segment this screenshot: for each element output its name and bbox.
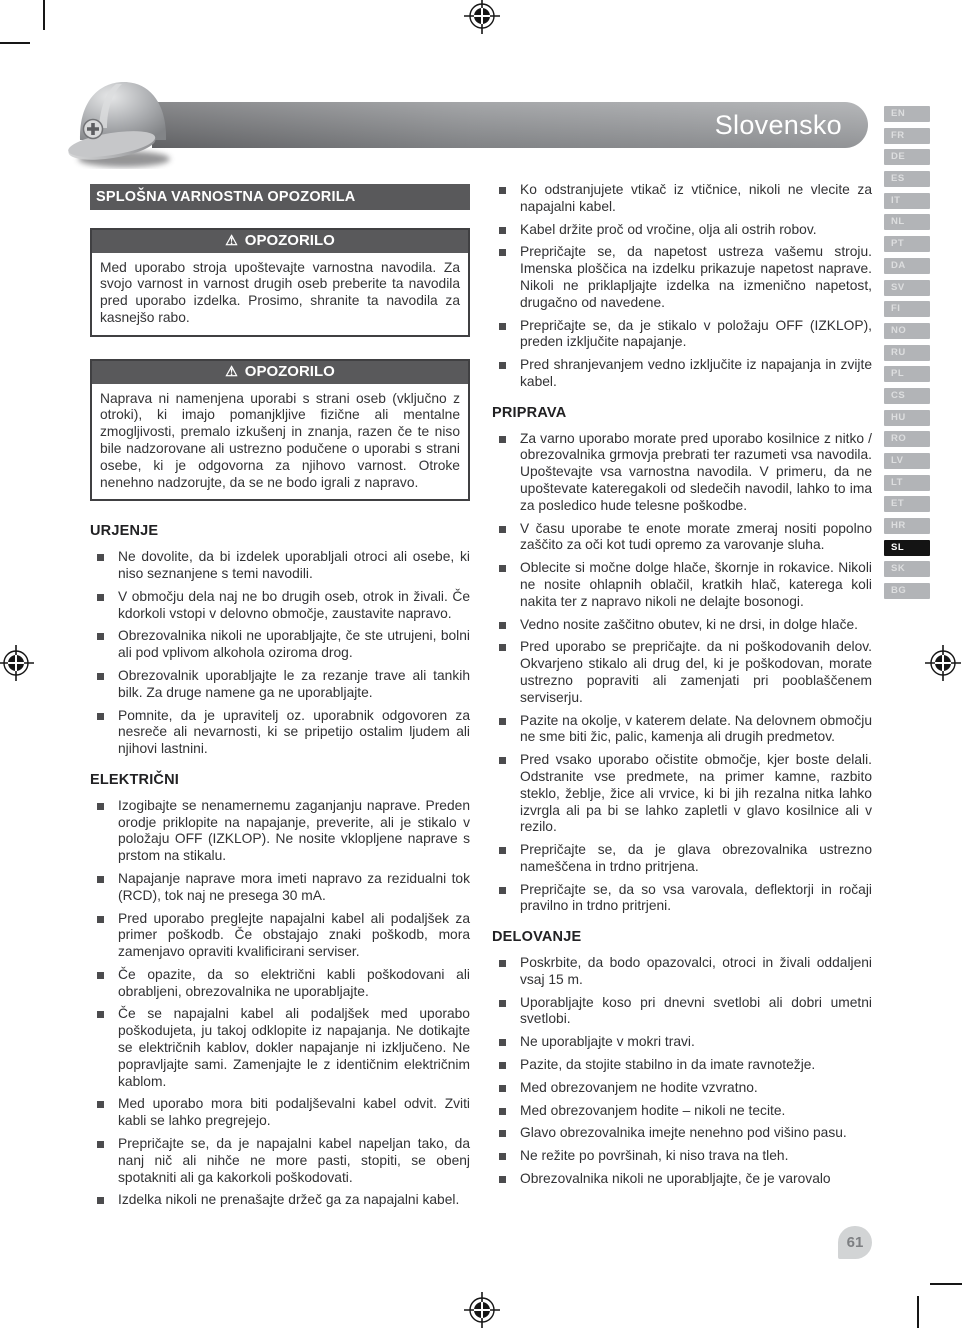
crop-mark-top-left-horizontal [0,42,30,44]
bullet-item: Prepričajte se, da je glava obrezovalnika ustrezno nameščena in trdno pritrjena. [492,842,872,876]
crop-mark-bottom-right-horizontal [930,1283,962,1285]
bullet-item: Pomnite, da je upravitelj oz. uporabnik odgovoren za nesreče ali nevarnosti, ki se pripetijo ostalim ljudem ali njihovi lastnini. [90,708,470,758]
bullet-item: Pazite na okolje, v katerem delate. Na delovnem območju ne sme biti žic, palic, kamenja ali drugih predmetov. [492,713,872,747]
registration-mark-icon [464,1292,500,1328]
language-tab-no: NO [884,323,930,339]
bullet-item: Pred vsako uporabo očistite območje, kjer boste delali. Odstranite vse predmete, na primer kamne, razbito steklo, žeblje, žice ali vrvice, ki bi jih rezalna nitka lahko izvrgla ali pa bi se lahko zapletli v glavo kosilnice ali v rezilo. [492,752,872,836]
bullet-item: Pred uporabo preglejte napajalni kabel ali podaljšek za primer poškodb. Če obstajajo znaki poškodb, mora zamenjavo opraviti kvalificirani serviser. [90,911,470,961]
language-tab-de: DE [884,149,930,165]
warning-box-title [92,361,468,384]
bullet-item: Med obrezovanjem hodite – nikoli ne tecite. [492,1103,872,1120]
bullet-item: Prepričajte se, da napetost ustreza vašemu stroju. Imenska ploščica na izdelku prikazuje napetost naprave. Nikoli ne priklapljajte izdelka na izmenično napetost, drugačno od navedene. [492,244,872,311]
warning-box-body: Naprava ni namenjena uporabi s strani oseb (vključno z otroki), ki imajo pomanjkljive fizične ali mentalne zmogljivosti, premalo izkušenj in znanja, razen če te niso bile nadzorovane ali ustrezno podučene o uporabi s strani osebe, ki je odgovorna za njihovo varnost. Otroke nenehno nadzorujte, da se ne bodo igrali z napravo. [100,390,460,490]
language-tab-en: EN [884,106,930,122]
bullet-item: Glavo obrezovalnika imejte nenehno pod višino pasu. [492,1125,872,1142]
bullet-list [492,955,872,1188]
bullet-item: Oblecite si močne dolge hlače, škornje in rokavice. Nikoli ne nosite ohlapnih oblačil, kratkih hlač, katerega koli nakita ter z napravo nikoli ne delajte bosonogi. [492,560,872,610]
language-tab-sv: SV [884,280,930,296]
language-tab-pl: PL [884,366,930,382]
left-column [90,184,470,1215]
warning-box [90,359,470,502]
bullet-item: Obrezovalnika nikoli ne uporabljajte, če je varovalo [492,1171,872,1188]
bullet-item: Vedno nosite zaščitno obutev, ki ne drsi, in dolge hlače. [492,617,872,634]
language-tab-ro: RO [884,431,930,447]
crop-mark-top-left-vertical [43,0,45,30]
language-tab-lt: LT [884,475,930,491]
warning-box [90,228,470,337]
bullet-item: Kabel držite proč od vročine, olja ali ostrih robov. [492,222,872,239]
bullet-list [90,798,470,1210]
warning-box-body: Med uporabo stroja upoštevajte varnostna navodila. Za svojo varnost in varnost drugih oseb preberite ta navodila pred uporabo izdelka. Prosimo, shranite ta navodila za kasnejšo rabo. [100,259,460,325]
language-tab-fr: FR [884,128,930,144]
warning-box-title [92,230,468,253]
section-heading-delovanje: DELOVANJE [492,929,582,946]
bullet-item: Ne uporabljajte v mokri travi. [492,1034,872,1051]
bullet-item: Za varno uporabo morate pred uporabo kosilnice z nitko / obrezovalnika grmovja prebrati ter razumeti vsa navodila. Upoštevajte vsa varnostna navodila. V primeru, da ne upoštevate kateregakoli od sledečih navodil, lahko to ima za posledico hude telesne poškodbe. [492,431,872,515]
bullet-item: Ko odstranjujete vtikač iz vtičnice, nikoli ne vlecite za napajalni kabel. [492,182,872,216]
banner-language-title: Slovensko [714,110,842,140]
warning-triangle-icon: ⚠ [225,362,238,379]
bullet-item: Prepričajte se, da so vsa varovala, deflektorji in ročaji pravilno in trdno pritrjeni. [492,882,872,916]
helmet-logo-icon [66,74,176,169]
language-tab-ru: RU [884,345,930,361]
language-tab-bg: BG [884,583,930,599]
registration-mark-icon [464,0,500,34]
language-tab-fi: FI [884,301,930,317]
bullet-item: Obrezovalnik uporabljajte le za rezanje trave ali tankih bilk. Za druge namene ga ne uporabljajte. [90,668,470,702]
bullet-item: Prepričajte se, da je stikalo v položaju OFF (IZKLOP), preden izključite napajanje. [492,318,872,352]
section-heading-urjenje: URJENJE [90,523,159,540]
bullet-item: V času uporabe te enote morate zmeraj nositi popolno zaščito za oči kot tudi opremo za varovanje sluha. [492,521,872,555]
bullet-item: Med uporabo mora biti podaljševalni kabel odvit. Zviti kabli se lahko pregrejejo. [90,1096,470,1130]
bullet-list [492,431,872,916]
section-heading-priprava: PRIPRAVA [492,404,567,421]
bullet-item: Pred uporabo se prepričajte. da ni poškodovanih delov. Okvarjeno stikalo ali drug del, ki je poškodovan, morate ustrezno popraviti ali zamenjati pri pooblaščenem serviserju. [492,639,872,706]
bullet-item: Prepričajte se, da je napajalni kabel napeljan tako, da nanj nič ali nihče ne more pasti, stopiti, se obenj spotakniti ali ga kakorkoli poškodovati. [90,1136,470,1186]
language-tab-lv: LV [884,453,930,469]
language-tab-pt: PT [884,236,930,252]
section-heading-elektricni: ELEKTRIČNI [90,771,179,788]
language-tab-nl: NL [884,214,930,230]
bullet-item: Med obrezovanjem ne hodite vzvratno. [492,1080,872,1097]
bullet-item: Če opazite, da so električni kabli poškodovani ali obrabljeni, obrezovalnika ne uporabljajte. [90,967,470,1001]
right-column [492,182,872,1194]
language-tab-es: ES [884,171,930,187]
bullet-list [90,549,470,758]
warning-title-text: OPOZORILO [244,362,335,380]
bullet-item: Uporabljajte koso pri dnevni svetlobi ali dobri umetni svetlobi. [492,995,872,1029]
bullet-item: Pazite, da stojite stabilno in da imate ravnotežje. [492,1057,872,1074]
warning-title-text: OPOZORILO [244,231,335,249]
warning-triangle-icon: ⚠ [225,231,238,248]
section-header: SPLOŠNA VARNOSTNA OPOZORILA [90,184,470,210]
bullet-item: Obrezovalnika nikoli ne uporabljajte, če ste utrujeni, bolni ali pod vplivom alkohola oziroma drog. [90,628,470,662]
page-number-badge: 61 [838,1226,872,1259]
language-tab-cs: CS [884,388,930,404]
bullet-item: Izogibajte se nenamernemu zaganjanju naprave. Preden orodje priklopite na napajanje, preverite, ali je stikalo v položaju OFF (IZKLOP). Ne nosite vklopljene naprave s prstom na stikalu. [90,798,470,865]
registration-mark-icon [925,645,961,681]
language-tab-et: ET [884,496,930,512]
bullet-item: Če se napajalni kabel ali podaljšek med uporabo poškodujeta, ju takoj odklopite iz napajanja. Ne dotikajte se električnih kablov, dokler napajanje ni izključeno. Ne popravljajte sami. Zamenjajte le z identičnim električnim kablom. [90,1006,470,1090]
bullet-item: Ne dovolite, da bi izdelek uporabljali otroci ali osebe, ki niso seznanjene s temi navodili. [90,549,470,583]
crop-mark-bottom-right-vertical [917,1296,919,1328]
language-banner [152,102,868,148]
bullet-item: Ne režite po površinah, ki niso trava na tleh. [492,1148,872,1165]
bullet-item: Izdelka nikoli ne prenašajte držeč ga za napajalni kabel. [90,1192,470,1209]
language-tab-hu: HU [884,410,930,426]
language-tab-hr: HR [884,518,930,534]
bullet-item: Poskrbite, da bodo opazovalci, otroci in živali oddaljeni vsaj 15 m. [492,955,872,989]
language-tab-list [884,106,930,605]
bullet-item: Napajanje naprave mora imeti napravo za rezidualni tok (RCD), tok naj ne presega 30 mA. [90,871,470,905]
language-tab-da: DA [884,258,930,274]
bullet-list [492,182,872,391]
language-tab-it: IT [884,193,930,209]
language-tab-sl-active: SL [884,540,930,556]
bullet-item: Pred shranjevanjem vedno izključite iz napajanja in zvijte kabel. [492,357,872,391]
registration-mark-icon [0,645,34,681]
bullet-item: V območju dela naj ne bo drugih oseb, otrok in živali. Če kdorkoli vstopi v delovno območje, zaustavite napravo. [90,589,470,623]
language-tab-sk: SK [884,561,930,577]
